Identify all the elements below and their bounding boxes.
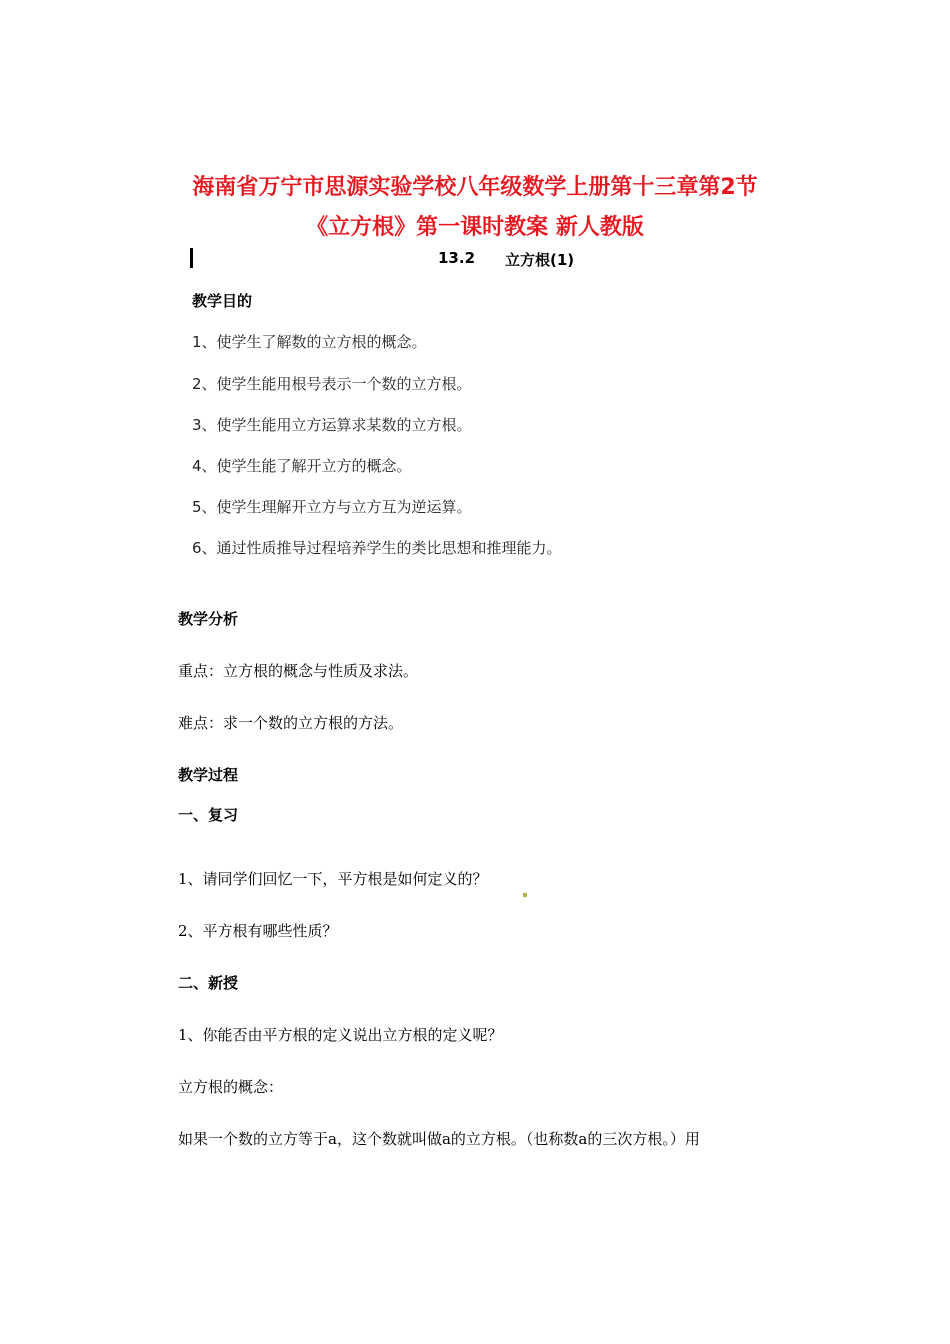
process-heading: 教学过程 [178,766,239,784]
review-heading: 一、复习 [178,806,239,824]
text-cursor [190,248,193,268]
concept-label: 立方根的概念： [178,1078,284,1096]
new-lesson-heading: 二、新授 [178,974,239,992]
objectives-heading: 教学目的 [192,292,253,310]
objective-item: 4、使学生能了解开立方的概念。 [192,457,412,475]
cube-root-definition: 如果一个数的立方等于a，这个数就叫做a的立方根。（也称数a的三次方根。）用 [178,1130,700,1148]
doc-title-line2: 《立方根》第一课时教案 新人教版 [306,215,644,240]
lesson-number: 13.2 [438,249,476,267]
difficulty: 难点：求一个数的立方根的方法。 [178,714,404,732]
key-point: 重点：立方根的概念与性质及求法。 [178,662,419,680]
new-lesson-question-1: 1、你能否由平方根的定义说出立方根的定义呢？ [178,1026,503,1044]
review-question-1: 1、请同学们回忆一下，平方根是如何定义的？ [178,870,488,888]
objective-item: 5、使学生理解开立方与立方互为逆运算。 [192,498,472,516]
objective-item: 2、使学生能用根号表示一个数的立方根。 [192,375,472,393]
lesson-name: 立方根(1) [505,251,575,269]
analysis-heading: 教学分析 [178,610,239,628]
doc-title-line1: 海南省万宁市思源实验学校八年级数学上册第十三章第2节 [192,175,758,200]
objective-item: 6、通过性质推导过程培养学生的类比思想和推理能力。 [192,539,562,557]
edit-mark-icon [522,880,528,899]
objective-item: 1、使学生了解数的立方根的概念。 [192,333,427,351]
review-question-2: 2、平方根有哪些性质？ [178,922,338,940]
objective-item: 3、使学生能用立方运算求某数的立方根。 [192,416,472,434]
